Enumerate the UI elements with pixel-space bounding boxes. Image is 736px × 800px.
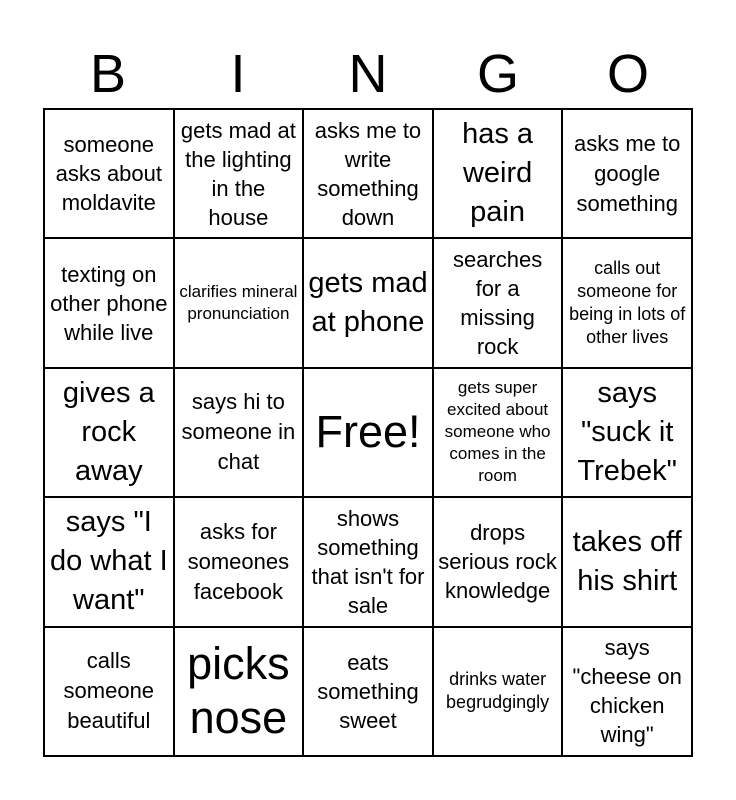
cell-text: says "cheese on chicken wing" [572,635,682,748]
cell-text: has a weird pain [462,118,534,229]
bingo-cell[interactable] [562,627,692,756]
cell-text: drops serious rock knowledge [438,520,557,604]
bingo-cell[interactable] [433,238,563,367]
cell-text: searches for a missing rock [452,247,543,360]
header-letter-i: I [230,44,246,104]
bingo-cell[interactable] [303,497,433,626]
bingo-cell[interactable] [562,368,692,497]
cell-text: clarifies mineral pronunciation [179,282,298,324]
cell-text: texting on other phone while live [50,261,168,345]
cell-text: says "I do what I want" [49,506,168,617]
bingo-cell[interactable] [433,109,563,238]
cell-text: drinks water begrudgingly [446,669,550,713]
bingo-cell[interactable] [44,368,174,497]
cell-text: says hi to someone in chat [181,389,296,475]
cell-text: calls someone beautiful [63,648,155,734]
bingo-cell[interactable] [303,238,433,367]
header-letter-b: B [89,44,127,104]
cell-text: asks for someones facebook [187,518,290,604]
bingo-cell[interactable] [44,497,174,626]
bingo-cell[interactable] [562,238,692,367]
bingo-cell[interactable] [44,627,174,756]
header-letter-o: O [606,44,649,104]
bingo-cell[interactable] [303,627,433,756]
bingo-cell[interactable] [433,368,563,497]
bingo-cell[interactable] [433,627,563,756]
bingo-cell[interactable] [44,109,174,238]
header-letter-n: N [348,44,388,104]
cell-text: says "suck it Trebek" [577,376,677,487]
bingo-cell[interactable] [174,238,304,367]
bingo-cell[interactable] [303,109,433,238]
bingo-cell[interactable] [174,368,304,497]
bingo-cell[interactable] [562,109,692,238]
cell-text: takes off his shirt [572,525,682,597]
cell-text: eats something sweet [317,649,419,733]
cell-text: gets mad at phone [308,267,428,339]
cell-text: picks nose [187,638,290,744]
free-space-cell[interactable] [303,368,433,497]
cell-text: gets mad at the lighting in the house [180,117,296,230]
cell-text: someone asks about moldavite [55,132,162,216]
bingo-cell[interactable] [174,109,304,238]
bingo-cell[interactable] [44,238,174,367]
bingo-cell[interactable] [562,497,692,626]
cell-text: shows something that isn't for sale [311,505,425,618]
header-letter-g: G [476,44,519,104]
bingo-header [43,44,693,104]
free-space-text: Free! [315,406,421,458]
bingo-cell[interactable] [174,627,304,756]
bingo-grid [43,108,693,757]
cell-text: gives a rock away [62,376,155,487]
cell-text: asks me to google something [574,130,681,216]
cell-text: asks me to write something down [314,117,422,230]
cell-text: calls out someone for being in lots of other lives [569,258,686,348]
bingo-cell[interactable] [433,497,563,626]
bingo-cell[interactable] [174,497,304,626]
cell-text: gets super excited about someone who comes in the room [444,378,551,486]
